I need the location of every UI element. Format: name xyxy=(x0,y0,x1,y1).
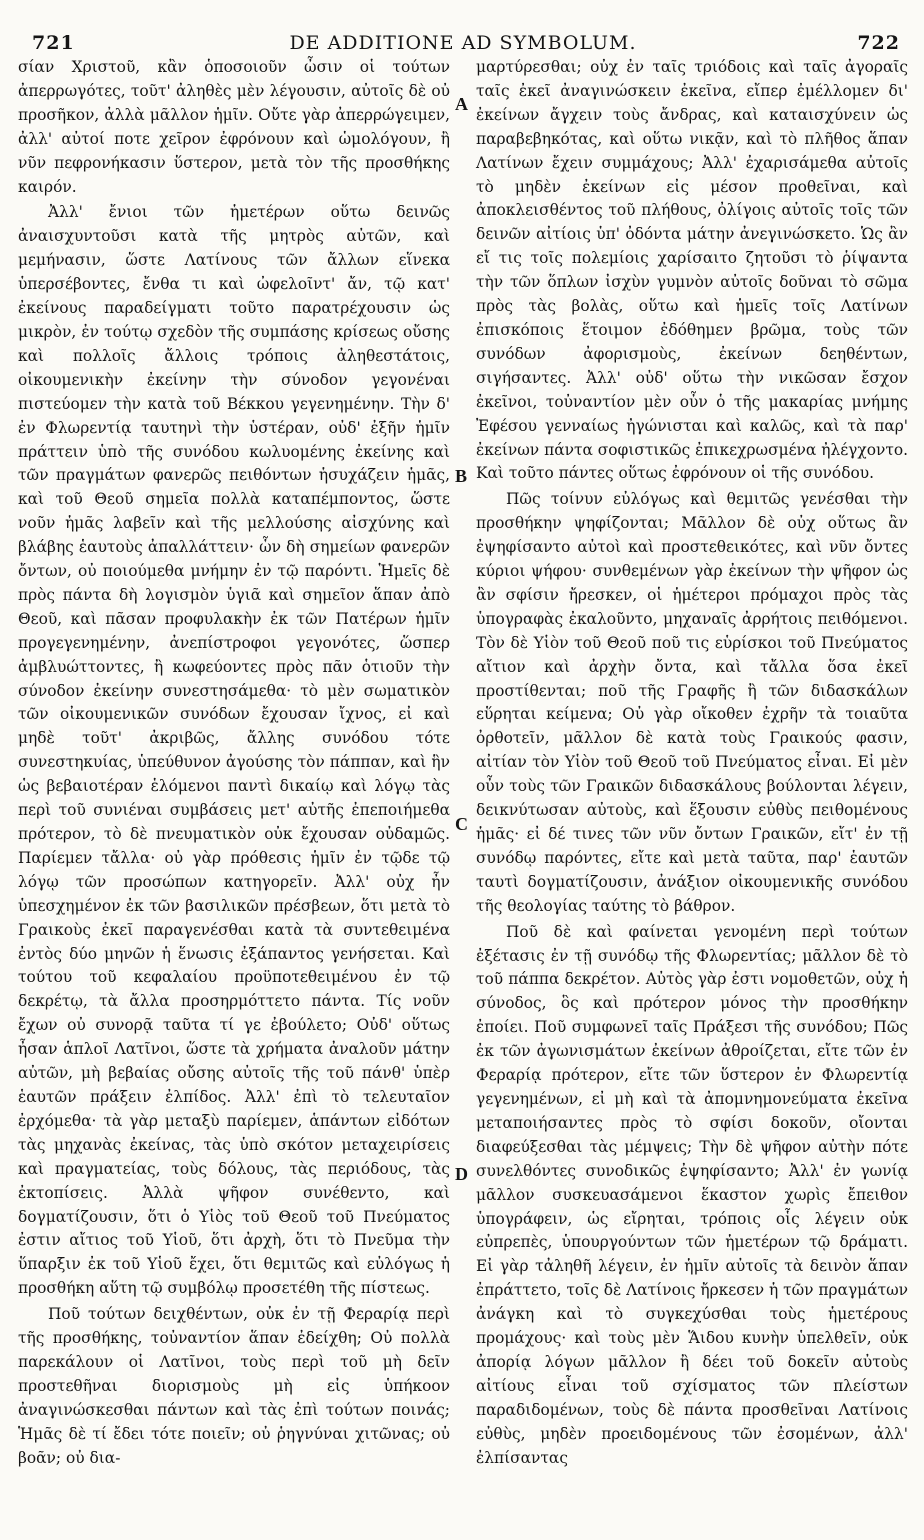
page-number-right: 722 xyxy=(857,32,900,54)
paragraph: μαρτύρεσθαι; οὐχ ἐν ταῖς τριόδοις καὶ ταῖς ἀγοραῖς ταῖς ἐκεῖ ἀναγινώσκειν ἐκεῖνα, εἴπερ ἐμέλλομεν δι' ἐκείνων ἄγχειν τοὺς ἄνδρας, καὶ καταισχύνειν ὡς παραβεβηκότας, καὶ οὕτω νικᾷν, καὶ τὸ πλῆθος ἅπαν Λατίνων ἔχειν συμμάχους; Ἀλλ' ἐχαρισάμεθα αὐτοῖς τὸ μηδὲν ἐκείνων εἰς μέσον προθεῖναι, καὶ ἀποκλεισθέντος τοῦ πλήθους, ὀλίγοις αὐτοῖς τοῖς τῶν δεινῶν αἰτίοις ὑπ' ὀδόντα μάτην ἀνεγινώσκετο. Ὡς ἂν εἴ τις τοῖς πολεμίοις χαρίσαιτο ζητοῦσι τὸ ῥίψαντα τὴν τῶν ὅπλων ἰσχὺν γυμνὸν αὐτοῖς δοῦναι τὸ σῶμα πρὸς τὰς βολὰς, οὕτω καὶ ἡμεῖς τοῖς Λατίνων ἐπισκόποις ἕτοιμον ἐδόθημεν βρῶμα, τοὺς τῶν συνόδων ἀφορισμοὺς, ἐκείνων δεηθέντων, σιγήσαντες. Ἀλλ' οὐδ' οὕτω τὴν νικῶσαν ἔσχον ἐκεῖνοι, τοὐναντίον μὲν οὖν ὁ τῆς μακαρίας μνήμης Ἐφέσου γενναίως ἠγώνισται καὶ καλῶς, καὶ τὰ παρ' ἐκείνων πάντα σοφιστικῶς ἐπικεχρωσμένα ἠλέγχοντο. Καὶ τοῦτο πάντες οὕτως ἐφρόνουν οἱ τῆς συνόδου. xyxy=(476,58,908,483)
running-title: DE ADDITIONE AD SYMBOLUM. xyxy=(289,32,637,54)
section-markers xyxy=(455,56,475,1526)
two-column-body xyxy=(18,56,908,1526)
section-marker-a: A xyxy=(455,94,468,114)
paragraph: Πῶς τοίνυν εὐλόγως καὶ θεμιτῶς γενέσθαι τὴν προσθήκην ψηφίζονται; Μᾶλλον δὲ οὐχ οὕτως ἂν ἐψηφίσαντο αὐτοὶ καὶ προστεθεικότες, καὶ νῦν ὄντες κύριοι ψήφου· συνθεμένων γὰρ ἐκείνων τὴν ψῆφον ὡς ἂν σφίσιν ἤρεσκεν, οἱ ἡμέτεροι πρόμαχοι πρὸς τὰς ὑπογραφὰς ἐκαλοῦντο, μηχαναῖς ἀρρήτοις πειθόμενοι. Τὸν δὲ Υἱὸν τοῦ Θεοῦ ποῦ τις εὑρίσκοι τοῦ Πνεύματος αἴτιον καὶ ἀρχὴν ὄντα, καὶ τἄλλα ὅσα ἐκεῖ προστίθενται; ποῦ τῆς Γραφῆς ἢ τῶν διδασκάλων εὕρηται κείμενα; Οὐ γὰρ οἴκοθεν ἐχρῆν τὰ τοιαῦτα ὀρθοτεῖν, μᾶλλον δὲ κατὰ τοὺς Γραικούς φασιν, αἰτίαν τὸν Υἱὸν τοῦ Θεοῦ τοῦ Πνεύματος εἶναι. Εἰ μὲν οὖν τοὺς τῶν Γραικῶν διδασκάλους βούλονται λέγειν, δεικνύτωσαν αὐτοὺς, καὶ ἕξουσιν εὐθὺς πειθομένους ἡμᾶς· εἰ δέ τινες τῶν νῦν ὄντων Γραικῶν, εἴτ' ἐν τῇ συνόδῳ παρόντες, εἴτε καὶ μετὰ ταῦτα, παρ' ἑαυτῶν ταυτὶ δογματίζουσιν, ἀνάξιον οἰκουμενικῆς συνόδου τῆς θεολογίας ταύτης τὸ βάθρον. xyxy=(476,490,908,915)
section-marker-d: D xyxy=(455,1164,468,1184)
page-number-left: 721 xyxy=(32,32,75,54)
right-column xyxy=(476,56,908,1526)
paragraph: Ποῦ δὲ καὶ φαίνεται γενομένη περὶ τούτων ἐξέτασις ἐν τῇ συνόδῳ τῆς Φλωρεντίας; μᾶλλον δὲ τὸ τοῦ πάππα δεκρέτον. Αὐτὸς γὰρ ἐστι νομοθετῶν, οὐχ ἡ σύνοδος, ὃς καὶ πρότερον μόνος τὴν προσθήκην ἐποίει. Ποῦ συμφωνεῖ ταῖς Πράξεσι τῆς συνόδου; Πῶς ἐκ τῶν ἀγωνισμάτων ἐκείνων ἀθροίζεται, εἴτε τῶν ἐν Φεραρίᾳ πρότερον, εἴτε τῶν ὕστερον ἐν Φλωρεντίᾳ γεγενημένων, εἰ μὴ καὶ τὰ ἀπομνημονεύματα ἐκεῖνα μεταποιήσαντες πρὸς τὸ σφίσι δοκοῦν, οἴονται διαφεύξεσθαι τὰς μέμψεις; Τὴν δὲ ψῆφον αὐτὴν πότε συνελθόντες συνοδικῶς ἐψηφίσαντο; Ἀλλ' ἐν γωνίᾳ μᾶλλον συσκευασάμενοι ἕκαστον χωρὶς ἔπειθον ὑπογράφειν, ὡς εἴρηται, τρόποις οἷς λέγειν οὐκ εὐπρεπὲς, ὑπουργούντων τῶν ἡμετέρων τῷ δράματι. Εἰ γὰρ τἀληθῆ λέγειν, ἐν ἡμῖν αὐτοῖς τὰ δεινὸν ἅπαν ἐπράττετο, τοῖς δὲ Λατίνοις ἤρκεσεν ἡ τῶν πραγμάτων ἀνάγκη καὶ τὸ συγκεχύσθαι τοὺς ἡμετέρους προμάχους· καὶ τοὺς μὲν Ἅιδου κυνὴν ὑπελθεῖν, οὐκ ἀπορίᾳ λόγων μᾶλλον ἢ δέει τοῦ δοκεῖν αὐτοὺς αἰτίους εἶναι τοῦ σχίσματος τῶν πλείστων παραδιδομένων, τοὺς δὲ πάντα προσθεῖναι Λατίνοις εὐθὺς, μηδὲν προειδομένους τῶν ἐσομένων, ἀλλ' ἐλπίσαντας xyxy=(476,922,908,1467)
section-marker-c: C xyxy=(455,814,468,834)
paragraph: Ποῦ τούτων δειχθέντων, οὐκ ἐν τῇ Φεραρίᾳ περὶ τῆς προσθήκης, τοὐναντίον ἅπαν ἐδείχθη; Οὐ πολλὰ παρεκάλουν οἱ Λατῖνοι, τοὺς περὶ τοῦ μὴ δεῖν προστεθῆναι διορισμοὺς μὴ εἰς ὑπήκοον ἀναγινώσκεσθαι πάντων καὶ τὰς ἐπὶ τούτων ποινάς; Ἡμᾶς δὲ τί ἔδει τότε ποιεῖν; οὐ ῥηγνύναι χιτῶνας; οὐ βοᾶν; οὐ δια- xyxy=(18,1305,450,1467)
section-marker-b: B xyxy=(455,466,468,486)
paragraph: σίαν Χριστοῦ, κἂν ὁποσοιοῦν ὦσιν οἱ τούτων ἀπερρωγότες, τοῦτ' ἀληθὲς μὲν λέγουσιν, αὐτοῖς δὲ οὐ προσῆκον, ἀλλὰ μᾶλλον ἡμῖν. Οὔτε γὰρ ἀπερρώγειμεν, ἀλλ' αὐτοί ποτε χεῖρον ἐφρόνουν καὶ ὡμολόγουν, ἢ νῦν πεφρονήκασιν ὕστερον, μετὰ τὸν τῆς προσθήκης καιρόν. xyxy=(18,58,450,196)
left-column xyxy=(18,56,450,1526)
running-header xyxy=(18,28,908,56)
paragraph: Ἀλλ' ἔνιοι τῶν ἡμετέρων οὕτω δεινῶς ἀναισχυντοῦσι κατὰ τῆς μητρὸς αὐτῶν, καὶ μεμήνασιν, ὥστε Λατίνους τῶν ἄλλων εἵνεκα ὑπερσέβοντες, ἔνθα τι καὶ ὠφελοῖντ' ἄν, τῷ κατ' ἐκείνους παραδείγματι τοῦτο παρατρέχουσιν ὡς μικρὸν, ἐν τούτῳ σχεδὸν τῆς συμπάσης κρίσεως οὔσης καὶ πολλοῖς ἄλλοις τρόποις ἀληθεστάτοις, οἰκουμενικὴν ἐκείνην τὴν σύνοδον γεγονέναι πιστεύομεν τὴν κατὰ τοῦ Βέκκου γεγενημένην. Τὴν δ' ἐν Φλωρεντίᾳ ταυτηνὶ τὴν ὑστέραν, οὐδ' ἐξῆν ἡμῖν πράττειν ὑπὸ τῆς συνόδου κωλυομένης ἐκείνης καὶ τῶν πραγμάτων φανερῶς πειθόντων ἡσυχάζειν ἡμᾶς, καὶ τοῦ Θεοῦ σημεῖα πολλὰ καταπέμποντος, ὥστε νοῦν ἡμᾶς λαβεῖν καὶ τῆς μελλούσης αἰσχύνης καὶ βλάβης ἑαυτοὺς ἀπαλλάττειν· ὧν δὴ σημείων φανερῶν ὄντων, οὐ ποιούμεθα μνήμην ἐν τῷ παρόντι. Ἡμεῖς δὲ πρὸς πάντα δὴ λογισμὸν ὑγιᾶ καὶ σημεῖον ἅπαν ἀπὸ Θεοῦ, καὶ πᾶσαν προφυλακὴν ἐκ τῶν Πατέρων ἡμῖν προγεγενημένην, ἀνεπίστροφοι γεγονότες, ὥσπερ ἀμβλυώττοντες, ἢ κωφεύοντες πρὸς πᾶν ὁτιοῦν τὴν σύνοδον ἐκείνην συνεστησάμεθα· τὸ μὲν σωματικὸν τῶν οἰκουμενικῶν συνόδων ἔχουσαν ἴχνος, εἰ καὶ μηδὲ τοῦτ' ἀκριβῶς, ἄλλης συνόδου τότε συνεστηκυίας, ὑπεύθυνον ἀγούσης τὸν πάππαν, καὶ ἣν ὡς βεβαιοτέραν ἑλόμενοι παντὶ δικαίῳ καὶ λόγῳ τὰς περὶ τοῦ συνιέναι συμβάσεις μετ' αὐτῆς ἐπεποιήμεθα πρότερον, τὸ δὲ πνευματικὸν οὐκ ἔχουσαν οὐδαμῶς. Παρίεμεν τἄλλα· οὐ γὰρ πρόθεσις ἡμῖν ἐν τῷδε τῷ λόγῳ τῶν προσώπων κατηγορεῖν. Ἀλλ' οὐχ ἦν ὑπεσχημένον ἐκ τῶν βασιλικῶν πρέσβεων, ὅτι μετὰ τὸ Γραικοὺς ἐκεῖ παραγενέσθαι κατὰ τὰ συντεθειμένα ἐντὸς δύο μηνῶν ἡ ἕνωσις ἐξάπαντος γενήσεται. Καὶ τούτου τοῦ κεφαλαίου προϋποτεθειμένου ἐν τῷ δεκρέτῳ, τὰ ἄλλα προσηρμόττετο πάντα. Τίς νοῦν ἔχων οὐ συνορᾷ ταῦτα τί γε ἐβούλετο; Οὐδ' οὕτως ἦσαν ἁπλοῖ Λατῖνοι, ὥστε τὰ χρήματα ἀναλοῦν μάτην αὐτῶν, μὴ βεβαίας οὔσης αὐτοῖς τῆς τοῦ πάνθ' ὑπὲρ ἑαυτῶν πράξειν ἐλπίδος. Ἀλλ' ἐπὶ τὸ τελευταῖον ἐρχόμεθα· τὰ γὰρ μεταξὺ παρίεμεν, ἁπάντων εἰδότων τὰς μηχανὰς ἐκείνας, τὰς ὑπὸ σκότον μεταχειρίσεις καὶ πραγματείας, τοὺς δόλους, τὰς περιόδους, τὰς ἐκτοπίσεις. Ἀλλὰ ψῆφον συνέθεντο, καὶ δογματίζουσιν, ὅτι ὁ Υἱὸς τοῦ Θεοῦ τοῦ Πνεύματος ἐστιν αἴτιος τοῦ Υἱοῦ, ὅτι ἀρχὴ, ὅτι τὸ Πνεῦμα τὴν ὕπαρξιν ἐκ τοῦ Υἱοῦ ἔχει, ὅτι θεμιτῶς καὶ εὐλόγως ἡ προσθήκη αὕτη τῷ συμβόλῳ προσετέθη τῆς πίστεως. xyxy=(18,203,450,1298)
